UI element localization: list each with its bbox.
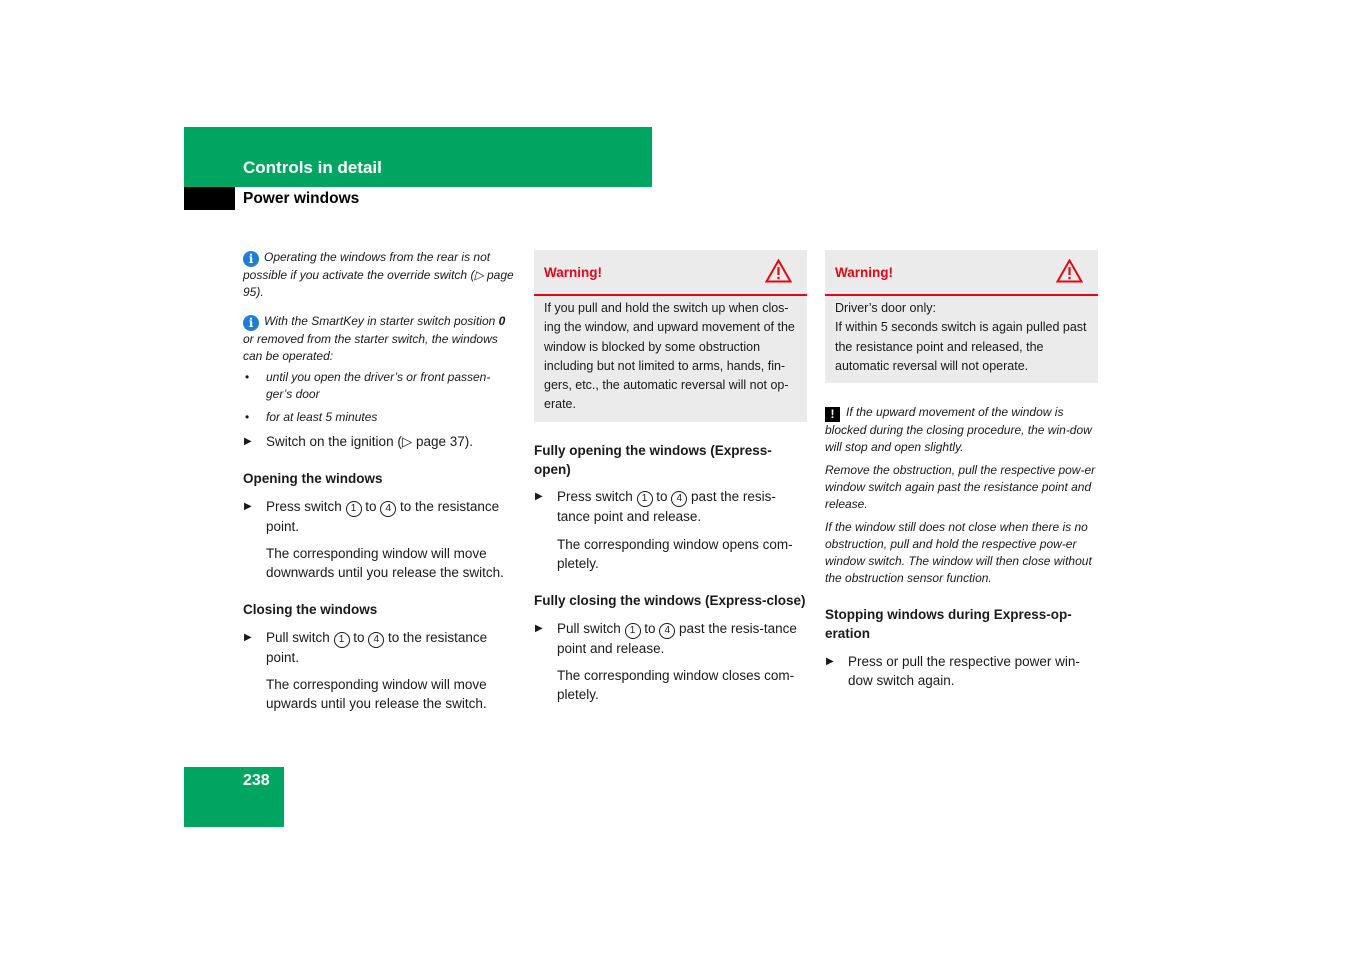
notice-exclamation-icon: ! (825, 407, 840, 422)
step-arrow-icon: ▶ (244, 631, 252, 643)
instruction-step: ▶ Press or pull the respective power win-dow switch again. (826, 653, 1080, 689)
switch-number: 1 (346, 501, 362, 517)
subsection-title: Power windows (243, 190, 360, 207)
instruction-step: ▶ Press switch 1 to 4 to the resistance point. (244, 498, 500, 534)
switch-number: 4 (659, 623, 675, 639)
bullet-item: • for at least 5 minutes (243, 409, 515, 426)
switch-number: 1 (625, 623, 641, 639)
heading-express-close: Fully closing the windows (Express-close) (534, 593, 806, 609)
section-tab-marker (184, 187, 235, 210)
switch-number: 4 (368, 632, 384, 648)
section-title: Controls in detail (243, 158, 382, 177)
info-icon: i (243, 315, 259, 331)
result-text: The corresponding window opens com-pletely. (557, 536, 793, 571)
switch-number: 4 (380, 501, 396, 517)
warning-box (825, 250, 1098, 383)
warning-triangle-icon (765, 259, 792, 283)
switch-number: 1 (334, 632, 350, 648)
notice-text: Remove the obstruction, pull the respective pow-er window switch again past the resistance point and release. (825, 463, 1096, 512)
instruction-step: ▶ Switch on the ignition (▷ page 37). (243, 432, 515, 451)
info-note: i Operating the windows from the rear is not possible if you activate the override switch (▷ page 95). (243, 250, 514, 299)
instruction-step: ▶ Press switch 1 to 4 past the resis-tance point and release. (535, 489, 776, 525)
warning-text: If you pull and hold the switch up when clos-ing the window, and upward movement of the window is blocked by some obstruction including but not limited to arms, hands, fin-gers, etc., the automatic reversal will not op-erate. (544, 301, 795, 412)
section-header-bar (184, 127, 652, 187)
warning-triangle-icon (1056, 259, 1083, 283)
info-icon: i (243, 251, 259, 267)
column-2 (534, 250, 807, 704)
warning-text: If within 5 seconds switch is again pulled past the resistance point and released, the automatic reversal will not operate. (835, 320, 1087, 373)
step-arrow-icon: ▶ (535, 491, 543, 503)
result-text: The corresponding window will move downwards until you release the switch. (266, 545, 504, 581)
heading-express-open: Fully opening the windows (Express-open) (534, 442, 772, 478)
info-note: i With the SmartKey in starter switch position 0 or removed from the starter switch, the windows can be operated: (243, 314, 506, 363)
instruction-step: ▶ Pull switch 1 to 4 past the resis-tance point and release. (535, 620, 797, 656)
notice-text: ! If the upward movement of the window is blocked during the closing procedure, the win-dow will stop and open slightly. (825, 405, 1092, 455)
page-number: 238 (243, 772, 270, 789)
result-text: The corresponding window will move upwards until you release the switch. (266, 677, 487, 712)
warning-box (534, 250, 807, 422)
heading-opening: Opening the windows (243, 471, 383, 487)
step-arrow-icon: ▶ (535, 622, 543, 634)
step-arrow-icon: ▶ (244, 500, 252, 512)
switch-number: 1 (637, 491, 653, 507)
warning-title: Warning! (544, 265, 602, 280)
heading-closing: Closing the windows (243, 602, 378, 618)
step-arrow-icon: ▶ (826, 655, 834, 667)
instruction-step: ▶ Pull switch 1 to 4 to the resistance point. (244, 629, 488, 665)
warning-title: Warning! (835, 265, 893, 280)
notice-text: If the window still does not close when there is no obstruction, pull and hold the respective pow-er window switch. The window will then close without the obstruction sensor function. (825, 520, 1092, 586)
switch-number: 4 (671, 491, 687, 507)
step-arrow-icon: ▶ (244, 436, 252, 447)
result-text: The corresponding window closes com-pletely. (557, 667, 795, 703)
heading-stopping: Stopping windows during Express-op-eration (825, 607, 1072, 642)
column-1 (243, 249, 515, 714)
column-3 (825, 250, 1098, 690)
warning-text: Driver’s door only: (835, 301, 936, 315)
bullet-item: • until you open the driver’s or front passen-ger’s door (243, 369, 515, 403)
